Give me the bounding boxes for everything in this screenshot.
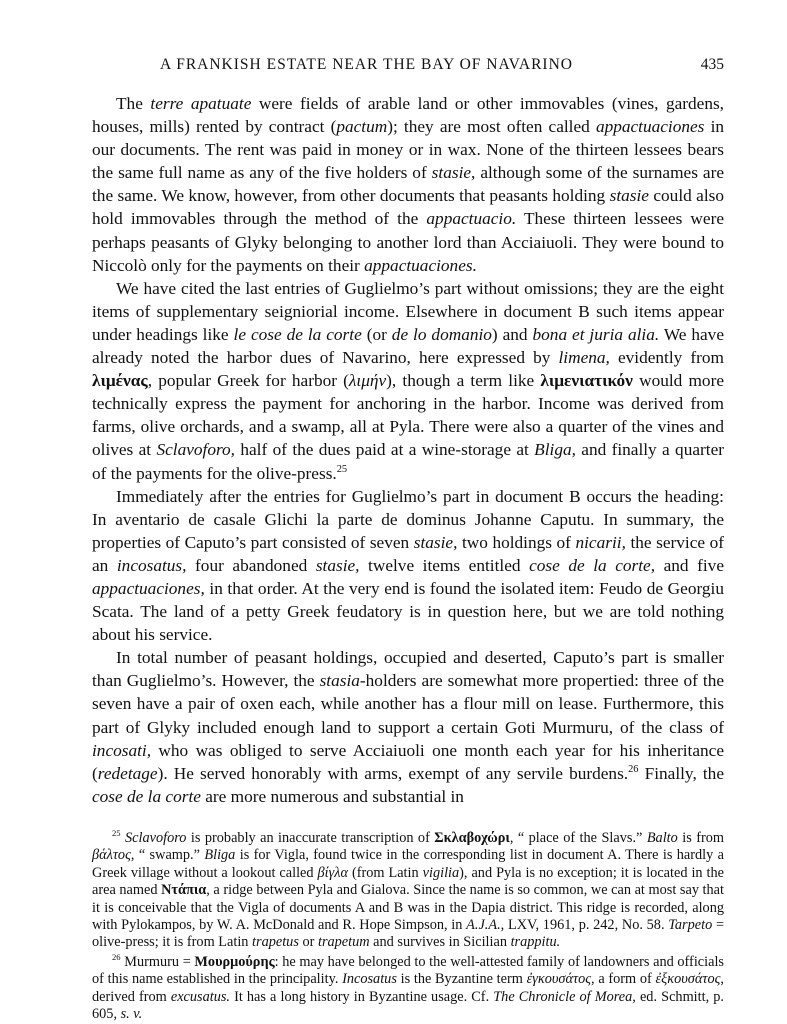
text-run: and five	[655, 555, 724, 575]
text-run: , derived from	[92, 971, 724, 1005]
text-run: or	[298, 934, 318, 951]
text-run: Bliga	[204, 847, 236, 864]
text-run: = olive-press; it is from Latin	[92, 916, 725, 951]
text-run: The Chronicle of Morea,	[493, 988, 636, 1005]
text-run: We have already noted the harbor dues of Navarino, here expressed by	[92, 324, 724, 368]
text-run: LXV, 1961, p. 242, No. 58.	[504, 916, 669, 933]
text-run: , a form of	[591, 971, 656, 988]
text-run: were fields of arable land or other immovables (vines, gardens, houses, mills) rented by contract (	[92, 94, 725, 137]
text-run: -holders are somewhat more propertied: three of the seven have a pair of oxen each, while another has a flour mill on lease. Furthermore, this part of Glyky included enough land to support a certain Goti Murmuru, of the class of	[92, 671, 725, 737]
text-run: is the Byzantine term	[396, 971, 527, 988]
text-run: le cose de la corte	[233, 324, 362, 344]
text-run: Tarpeto	[668, 916, 713, 933]
text-run: de lo domanio	[391, 324, 492, 344]
body-text	[92, 92, 724, 808]
text-run: λιμένας	[92, 371, 148, 391]
text-run: stasie,	[315, 555, 360, 575]
text-run: Murmuru =	[120, 953, 195, 970]
text-run: stasia	[319, 671, 360, 691]
text-run: In total number of peasant holdings, occupied and deserted, Caputo’s part is smaller than Guglielmo’s. However, the	[92, 648, 724, 691]
text-run: appactuaciones	[595, 117, 705, 137]
text-run: two holdings of	[457, 532, 576, 552]
text-run: These thirteen lessees were perhaps peasants of Glyky belonging to another lord than Acciaiuoli. They were bound to Niccolò only for the payments on their	[92, 209, 725, 275]
text-run: cose de la corte,	[529, 555, 656, 575]
text-run: is probably an inaccurate transcription of	[186, 829, 435, 846]
page	[92, 50, 724, 1023]
text-run: A.J.A.,	[466, 916, 505, 933]
text-run: stasie,	[413, 532, 458, 552]
note-ref: 25	[336, 463, 348, 475]
text-run: incosati,	[92, 740, 152, 760]
text-run: Μουρμούρης	[194, 953, 275, 970]
text-run: (or	[361, 324, 392, 344]
body-paragraph	[92, 92, 724, 277]
text-run: appactuaciones,	[92, 578, 205, 598]
footnote-25	[92, 830, 724, 952]
note-ref: 26	[628, 763, 639, 775]
text-run: would more technically express the payment for anchoring in the harbor. Income was derived from farms, olive orchards, and a swamp, all at Pyla. There were also a quarter of the vines and olives at	[92, 371, 724, 460]
note-ref: 25	[112, 828, 121, 839]
text-run: Bliga,	[534, 440, 576, 460]
running-header	[92, 50, 724, 76]
text-run: bona et juria alia.	[532, 324, 660, 344]
text-run: appactuaciones.	[364, 255, 477, 275]
text-run: are more numerous and substantial in	[200, 786, 464, 806]
text-run: ); they are most often called	[387, 117, 596, 137]
text-run: , “ place of the Slavs.”	[509, 829, 647, 846]
note-ref: 26	[112, 951, 121, 962]
text-run: trapetus	[252, 934, 299, 951]
text-run: nicarii,	[575, 532, 626, 552]
body-paragraph	[92, 646, 724, 808]
text-run: ἐγκουσάτος	[526, 971, 592, 988]
text-run: is from	[677, 829, 725, 846]
text-run: pactum	[336, 117, 388, 137]
text-run: Sclavoforo,	[156, 440, 236, 460]
text-run: evidently from	[609, 348, 724, 368]
body-paragraph	[92, 485, 724, 647]
text-run: Immediately after the entries for Guglielmo’s part in document B occurs the heading: In aventario de casale Glichi la parte de dominus Johanne Caputu. In summary, the properties of Caputo’s part consisted of seven	[92, 486, 724, 552]
text-run: βάλτος	[92, 847, 131, 864]
text-run: , popular Greek for harbor (	[147, 371, 349, 391]
text-run: λιμήν	[348, 371, 387, 391]
text-run: : he may have belonged to the well-attested family of landowners and officials of this name established in the principality.	[92, 953, 724, 988]
footnote-26	[92, 951, 724, 1024]
text-run: redetage	[97, 763, 158, 783]
text-run: ), and Pyla is no exception; it is located in the area named	[92, 864, 725, 899]
text-run: , “ swamp.”	[130, 847, 205, 864]
text-run: who was obliged to serve Acciaiuoli one month each year for his inheritance (	[92, 740, 724, 783]
text-run: (from Latin	[347, 864, 423, 881]
body-paragraph	[92, 277, 724, 485]
text-run: could also hold immovables through the method of the	[92, 186, 724, 229]
text-run: , a ridge between Pyla and Gialova. Since the name is so common, we can at most say that it is conceivable that the Vigla of documents A and B was in the Dapia district. This ridge is recorded, along with Pylokampos, by W. A. McDonald and R. Hope Simpson, in	[92, 882, 724, 933]
running-title: A FRANKISH ESTATE NEAR THE BAY OF NAVARINO	[160, 56, 573, 73]
text-run: trappitu.	[510, 934, 561, 951]
text-run: four abandoned	[186, 555, 316, 575]
text-run: Sclavoforo	[125, 829, 187, 846]
text-run: ed. Schmitt, p. 605,	[92, 988, 724, 1022]
text-run: ), though a term like	[386, 371, 541, 391]
text-run: Ντάπια	[161, 882, 207, 899]
text-run: appactuacio.	[426, 209, 517, 229]
text-run: λιμενιατικόν	[540, 371, 633, 391]
text-run: ). He served honorably with arms, exempt of any servile burdens.	[157, 763, 629, 783]
text-run: half of the dues paid at a wine-storage at	[235, 440, 535, 460]
text-run: βίγλα	[317, 864, 348, 881]
text-run: Finally, the	[638, 763, 724, 783]
text-run: stasie	[431, 163, 472, 183]
text-run: limena,	[558, 348, 610, 368]
text-run: stasie	[609, 186, 649, 206]
text-run: cose de la corte	[92, 786, 201, 806]
text-run: in that order. At the very end is found the isolated item: Feudo de Georgiu Scata. The land of a petty Greek feudatory is in question here, but we are told nothing about his service.	[92, 578, 724, 645]
text-run: the service of an	[92, 532, 724, 575]
text-run: Balto	[646, 829, 678, 846]
text-run: We have cited the last entries of Guglielmo’s part without omissions; they are the eight items of supplementary seigniorial income. Elsewhere in document B such items appear under headings like	[92, 278, 724, 344]
text-run: Incosatus	[342, 971, 397, 988]
text-run: vigilia	[422, 864, 460, 881]
page-number: 435	[700, 56, 724, 73]
text-run: , although some of the surnames are the same. We know, however, from other documents that peasants holding	[92, 163, 724, 206]
text-run: excusatus.	[170, 988, 230, 1005]
text-run: and survives in Sicilian	[369, 934, 511, 951]
text-run: in our documents. The rent was paid in money or in wax. None of the thirteen lessees bears the same full name as any of the five holders of	[92, 117, 725, 183]
text-run: incosatus,	[116, 555, 187, 575]
text-run: Σκλαβοχώρι	[434, 829, 510, 846]
text-run: s. v.	[120, 1005, 143, 1022]
text-run: It has a long history in Byzantine usage. Cf.	[230, 988, 494, 1005]
text-run: terre apatuate	[150, 94, 252, 113]
text-run: twelve items entitled	[359, 555, 530, 575]
footnotes	[92, 830, 724, 1023]
text-run: ) and	[491, 324, 533, 344]
text-run: trapetum	[317, 934, 370, 951]
text-run: and finally a quarter of the payments for the olive-press.	[92, 440, 724, 483]
text-run: The	[116, 94, 151, 113]
text-run: ἐξκουσάτος	[655, 971, 721, 988]
text-run: is for Vigla, found twice in the corresponding list in document A. There is hardly a Greek village without a lookout called	[92, 847, 724, 881]
